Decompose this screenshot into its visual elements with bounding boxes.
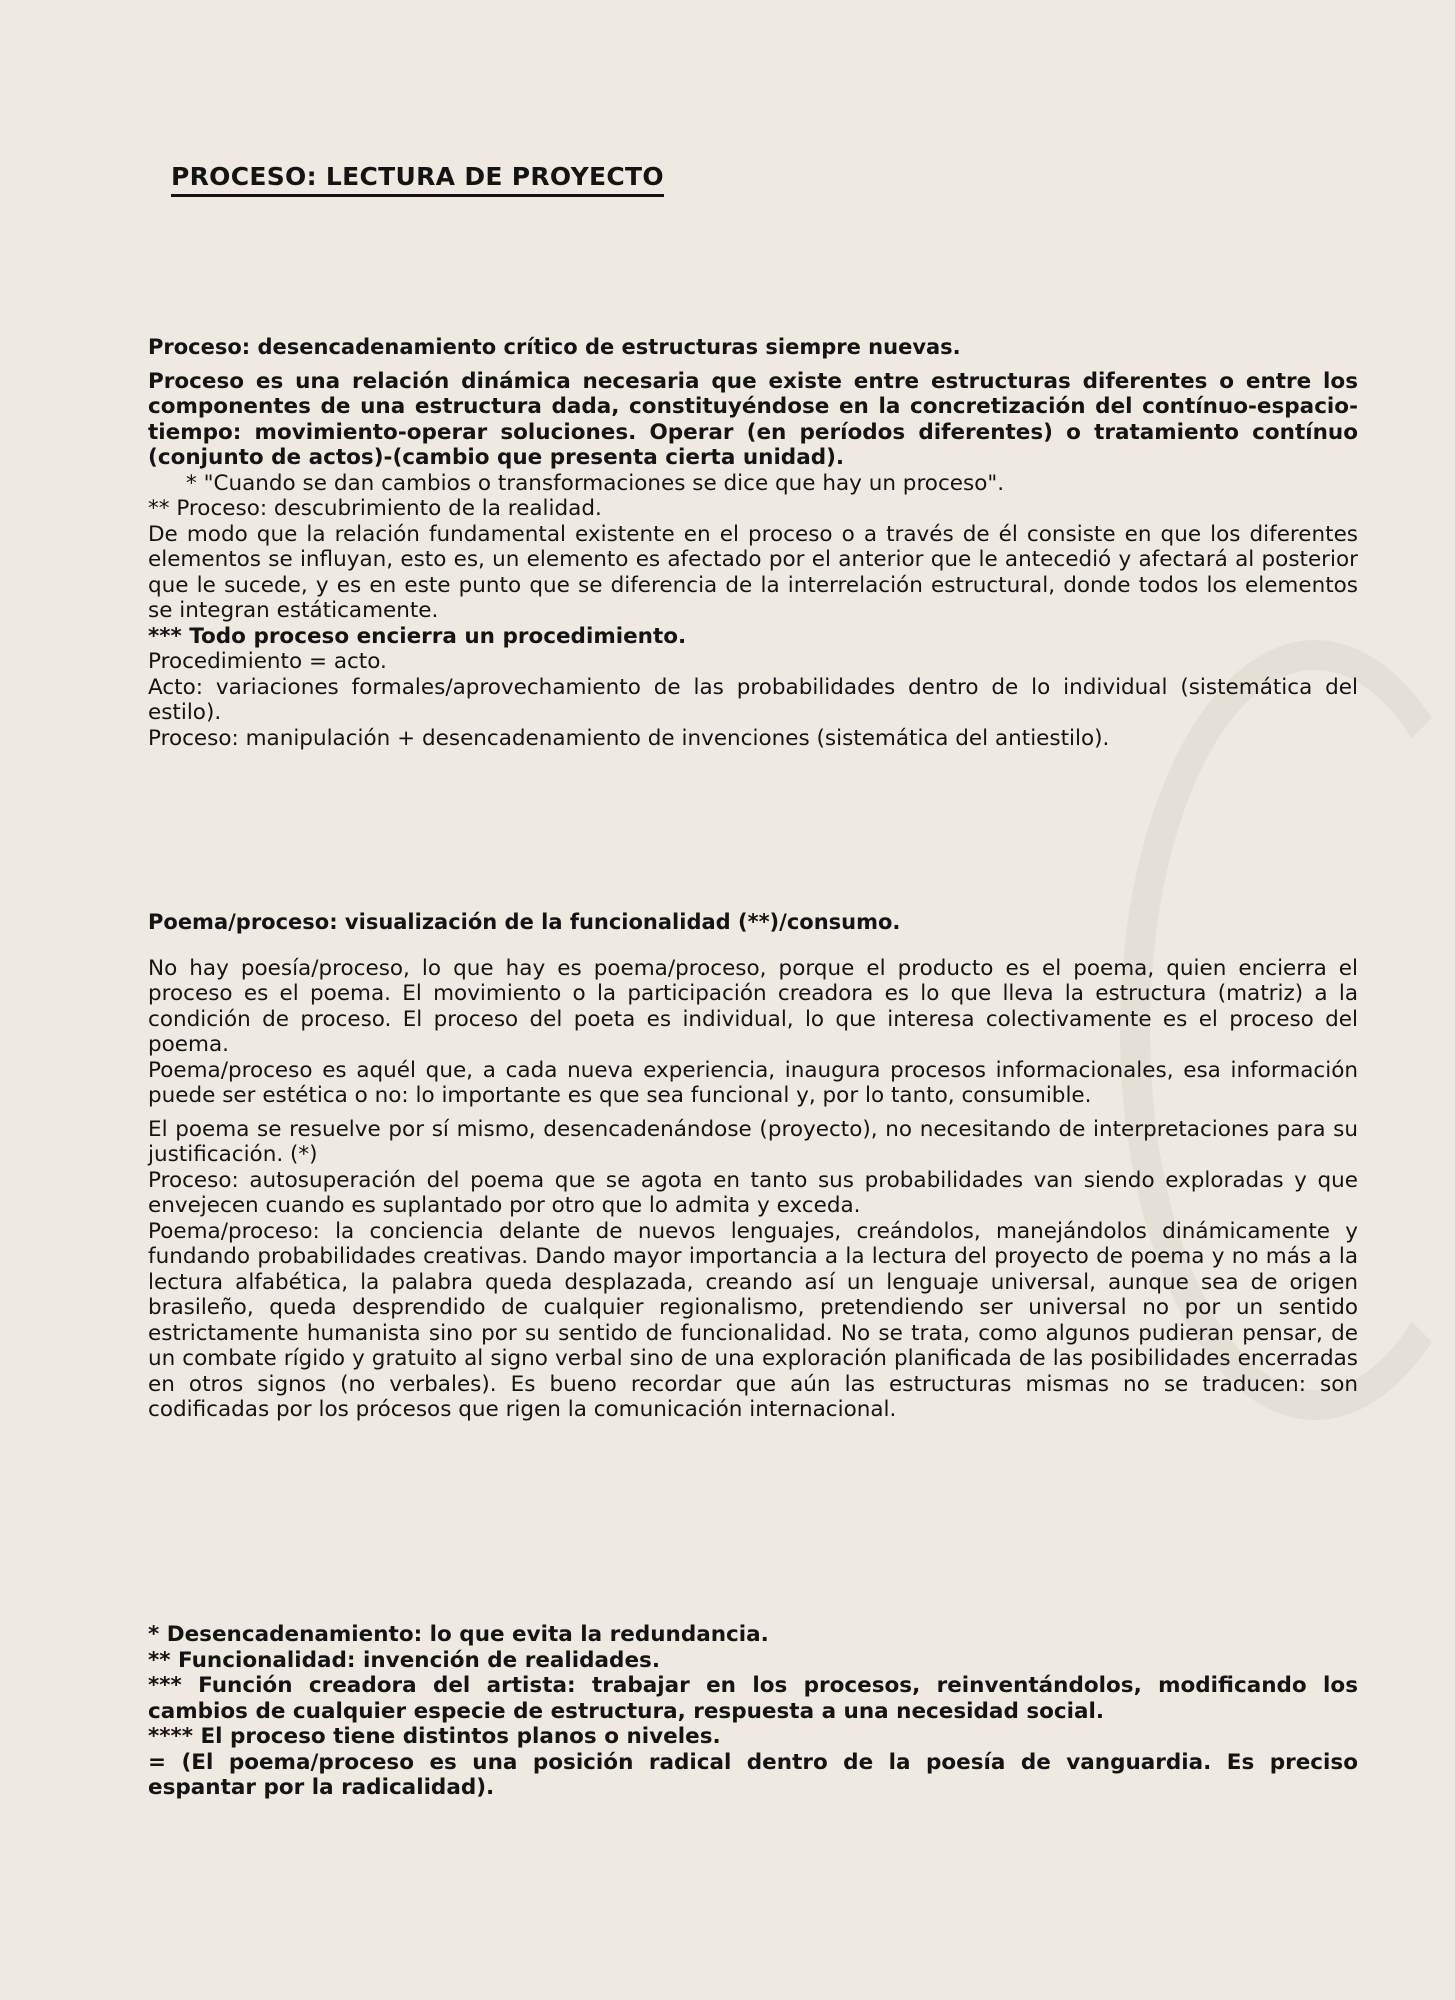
section-proceso [148,335,1358,751]
footnote: * Desencadenamiento: lo que evita la redundancia. [148,1622,769,1647]
footnote: = (El poema/proceso es una posición radical dentro de la poesía de vanguardia. Es preciso espantar por la radicalidad). [148,1749,1358,1800]
paragraph: Proceso es una relación dinámica necesaria que existe entre estructuras diferentes o entre los componentes de una estructura dada, constituyéndose en la concretización del contínuo-espacio-tiempo: movimiento-operar soluciones. Operar (en períodos diferentes) o tratamiento contínuo (conjunto de actos)-(cambio que presenta cierta unidad). [148,368,1358,470]
paragraph: *** Todo proceso encierra un procedimiento. [148,623,687,649]
paragraph: El poema se resuelve por sí mismo, desencadenándose (proyecto), no necesitando de interpretaciones para su justificación. (*) [148,1116,1358,1167]
section-poema-proceso [148,910,1358,1423]
paragraph: Proceso: manipulación + desencadenamiento de invenciones (sistemática del antiestilo). [148,725,1110,751]
section-heading: Proceso: desencadenamiento crítico de estructuras siempre nuevas. [148,335,961,359]
paragraph: ** Proceso: descubrimiento de la realidad. [148,496,602,521]
footnote: **** El proceso tiene distintos planos o niveles. [148,1724,721,1749]
paragraph: Poema/proceso es aquél que, a cada nueva experiencia, inaugura procesos informacionales, esa información puede ser estética o no: lo importante es que sea funcional y, por lo tanto, consumible. [148,1057,1358,1108]
paragraph: Proceso: autosuperación del poema que se agota en tanto sus probabilidades van siendo exploradas y que envejecen cuando es suplantado por otro que lo admita y exceda. [148,1167,1358,1218]
footnote: *** Función creadora del artista: trabajar en los procesos, reinventándolos, modificando los cambios de cualquier especie de estructura, respuesta a una necesidad social. [148,1673,1358,1724]
paragraph: Poema/proceso: la conciencia delante de nuevos lenguajes, creándolos, manejándolos dinámicamente y fundando probabilidades creativas. Dando mayor importancia a la lectura del proyecto de poema y no más a la lectura alfabética, la palabra queda desplazada, creando así un lenguaje universal, aunque sea de origen brasileño, queda desprendido de cualquier regionalismo, pretendiendo ser universal no por un sentido estrictamente humanista sino por su sentido de funcionalidad. No se trata, como algunos pudieran pensar, de un combate rígido y gratuito al signo verbal sino de una exploración planificada de las posibilidades encerradas en otros signos (no verbales). Es bueno recordar que aún las estructuras mismas no se traducen: son codificadas por los prócesos que rigen la comunicación internacional. [148,1218,1358,1422]
paragraph: * "Cuando se dan cambios o transformaciones se dice que hay un proceso". [186,470,1005,496]
page-title: PROCESO: LECTURA DE PROYECTO [171,162,664,197]
paragraph: Procedimiento = acto. [148,649,387,674]
footnotes [148,1622,1358,1801]
section-heading: Poema/proceso: visualización de la funcionalidad (**)/consumo. [148,910,901,934]
paragraph: Acto: variaciones formales/aprovechamiento de las probabilidades dentro de lo individual (sistemática del estilo). [148,674,1358,725]
paragraph: No hay poesía/proceso, lo que hay es poema/proceso, porque el producto es el poema, quien encierra el proceso es el poema. El movimiento o la participación creadora es lo que lleva la estructura (matriz) a la condición de proceso. El proceso del poeta es individual, lo que interesa colectivamente es el proceso del poema. [148,955,1358,1057]
footnote: ** Funcionalidad: invención de realidades. [148,1647,660,1673]
paragraph: De modo que la relación fundamental existente en el proceso o a través de él consiste en que los diferentes elementos se influyan, esto es, un elemento es afectado por el anterior que le antecedió y afectará al posterior que le sucede, y es en este punto que se diferencia de la interrelación estructural, donde todos los elementos se integran estáticamente. [148,521,1358,623]
